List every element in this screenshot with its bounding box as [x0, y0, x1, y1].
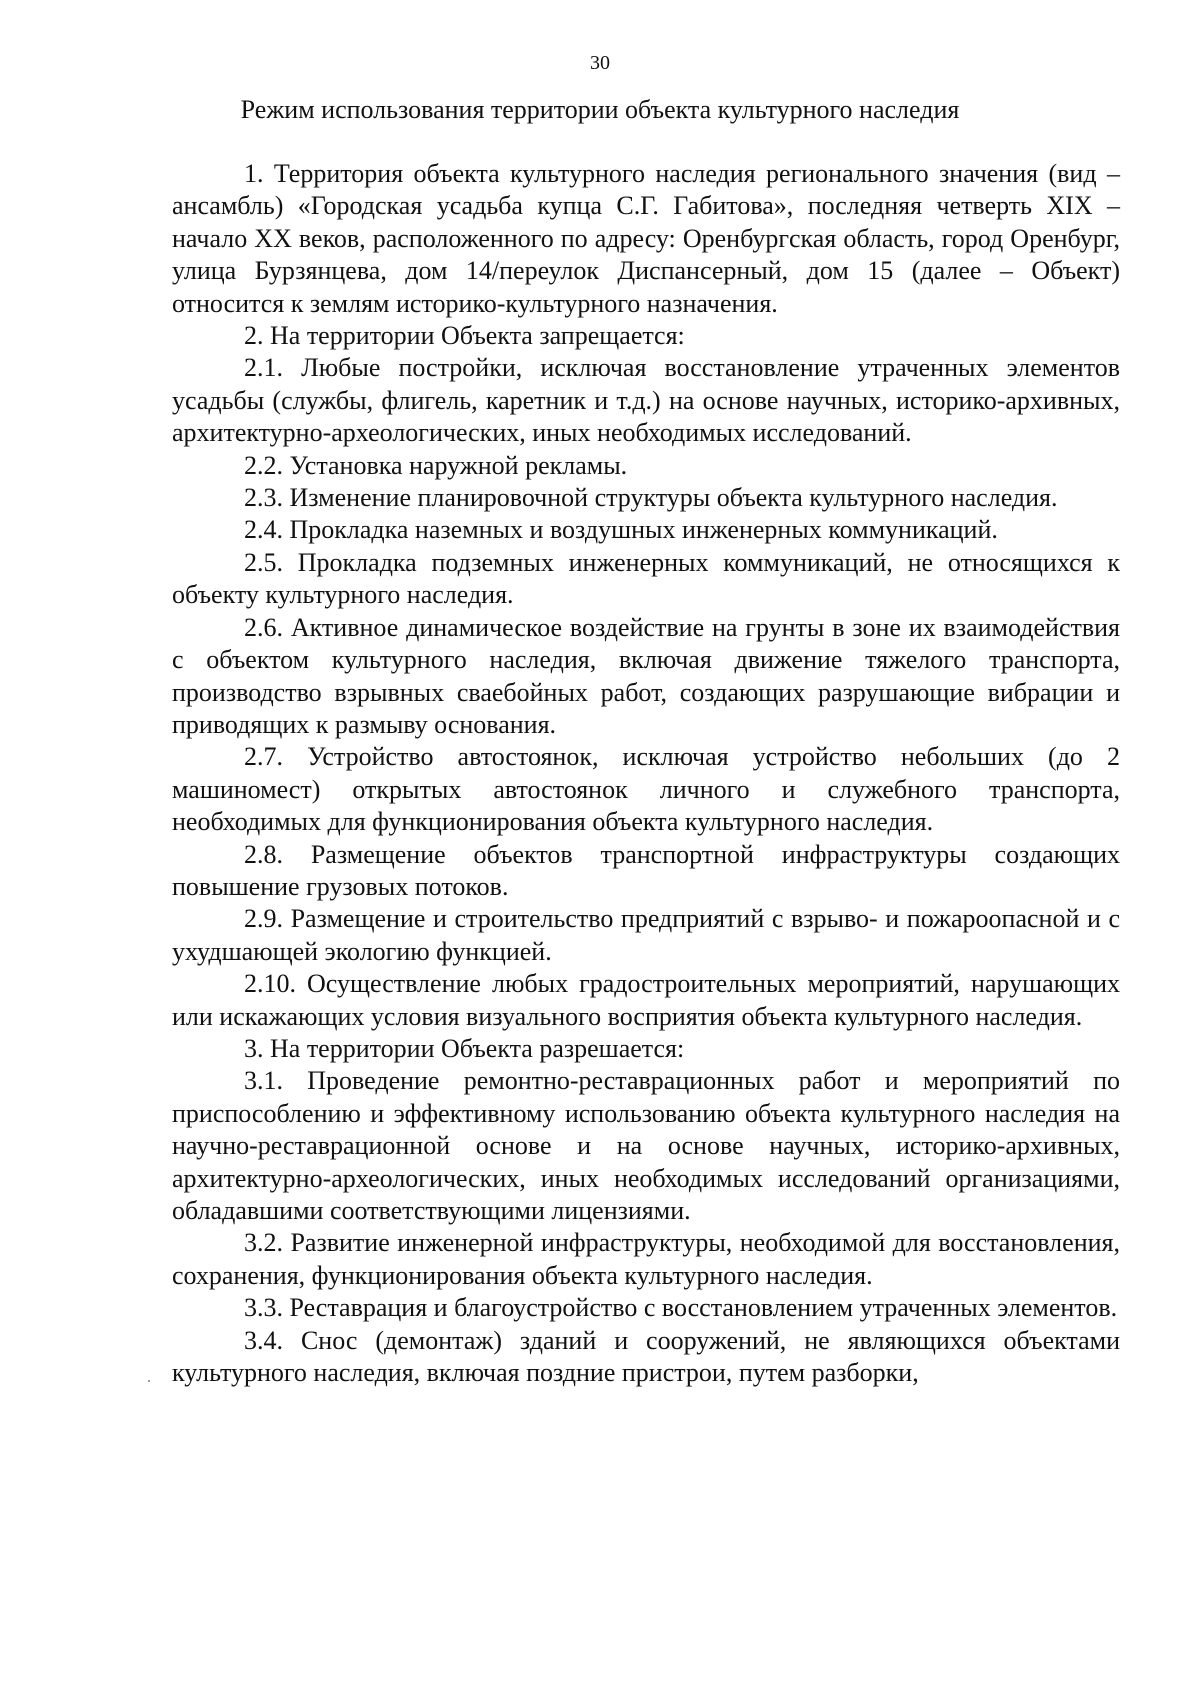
paragraph-3: 3. На территории Объекта разрешается:: [244, 1033, 685, 1063]
paragraph-2-6: 2.6. Активное динамическое воздействие на грунты в зоне их взаимодействия с объектом культурного наследия, включая движение тяжелого транспорта, производство взрывных сваебойных работ, создающих разрушающие вибрации и приводящих к размыву основания.: [172, 612, 1120, 739]
paragraph-2: 2. На территории Объекта запрещается:: [244, 321, 685, 351]
paragraph-2-7: 2.7. Устройство автостоянок, исключая устройство небольших (до 2 машиномест) открытых автостоянок личного и служебного транспорта, необходимых для функционирования объекта культурного наследия.: [172, 742, 1120, 837]
page-number: 30: [590, 52, 610, 74]
paragraph-2-9: 2.9. Размещение и строительство предприятий с взрыво- и пожароопасной и с ухудшающей экологию функцией.: [172, 904, 1120, 966]
paragraph-2-4: 2.4. Прокладка наземных и воздушных инженерных коммуникаций.: [244, 515, 998, 545]
paragraph-3-1: 3.1. Проведение ремонтно-реставрационных работ и мероприятий по приспособлению и эффективному использованию объекта культурного наследия на научно-реставрационной основе и на основе научных, историко-архивных, архитектурно-археологических, иных необходимых исследований организациями, обладавшими соответствующими лицензиями.: [172, 1066, 1120, 1225]
paragraph-2-1: 2.1. Любые постройки, исключая восстановление утраченных элементов усадьбы (службы, флигель, каретник и т.д.) на основе научных, историко-архивных, архитектурно-археологических, иных необходимых исследований.: [172, 353, 1120, 448]
paragraph-3-2: 3.2. Развитие инженерной инфраструктуры, необходимой для восстановления, сохранения, функционирования объекта культурного наследия.: [172, 1228, 1120, 1290]
paragraph-3-3: 3.3. Реставрация и благоустройство с восстановлением утраченных элементов.: [244, 1293, 1118, 1323]
scan-artifact-dot: [148, 1380, 150, 1382]
paragraph-1: 1. Территория объекта культурного наследия регионального значения (вид – ансамбль) «Городская усадьба купца С.Г. Габитова», последняя четверть XIX – начало XX веков, расположенного по адресу: Оренбургская область, город Оренбург, улица Бурзянцева, дом 14/переулок Диспансерный, дом 15 (далее – Объект) относится к землям историко-культурного назначения.: [172, 159, 1120, 318]
document-body: [172, 158, 1120, 1389]
paragraph-2-8: 2.8. Размещение объектов транспортной инфраструктуры создающих повышение грузовых потоков.: [172, 839, 1120, 901]
paragraph-2-10: 2.10. Осуществление любых градостроительных мероприятий, нарушающих или искажающих условия визуального восприятия объекта культурного наследия.: [172, 969, 1120, 1031]
page-title: Режим использования территории объекта культурного наследия: [240, 95, 960, 124]
paragraph-2-2: 2.2. Установка наружной рекламы.: [244, 450, 628, 480]
paragraph-2-3: 2.3. Изменение планировочной структуры объекта культурного наследия.: [244, 483, 1058, 513]
paragraph-3-4: 3.4. Снос (демонтаж) зданий и сооружений, не являющихся объектами культурного наследия, включая поздние пристрои, путем разборки,: [172, 1325, 1120, 1388]
paragraph-2-5: 2.5. Прокладка подземных инженерных коммуникаций, не относящихся к объекту культурного наследия.: [172, 547, 1120, 610]
